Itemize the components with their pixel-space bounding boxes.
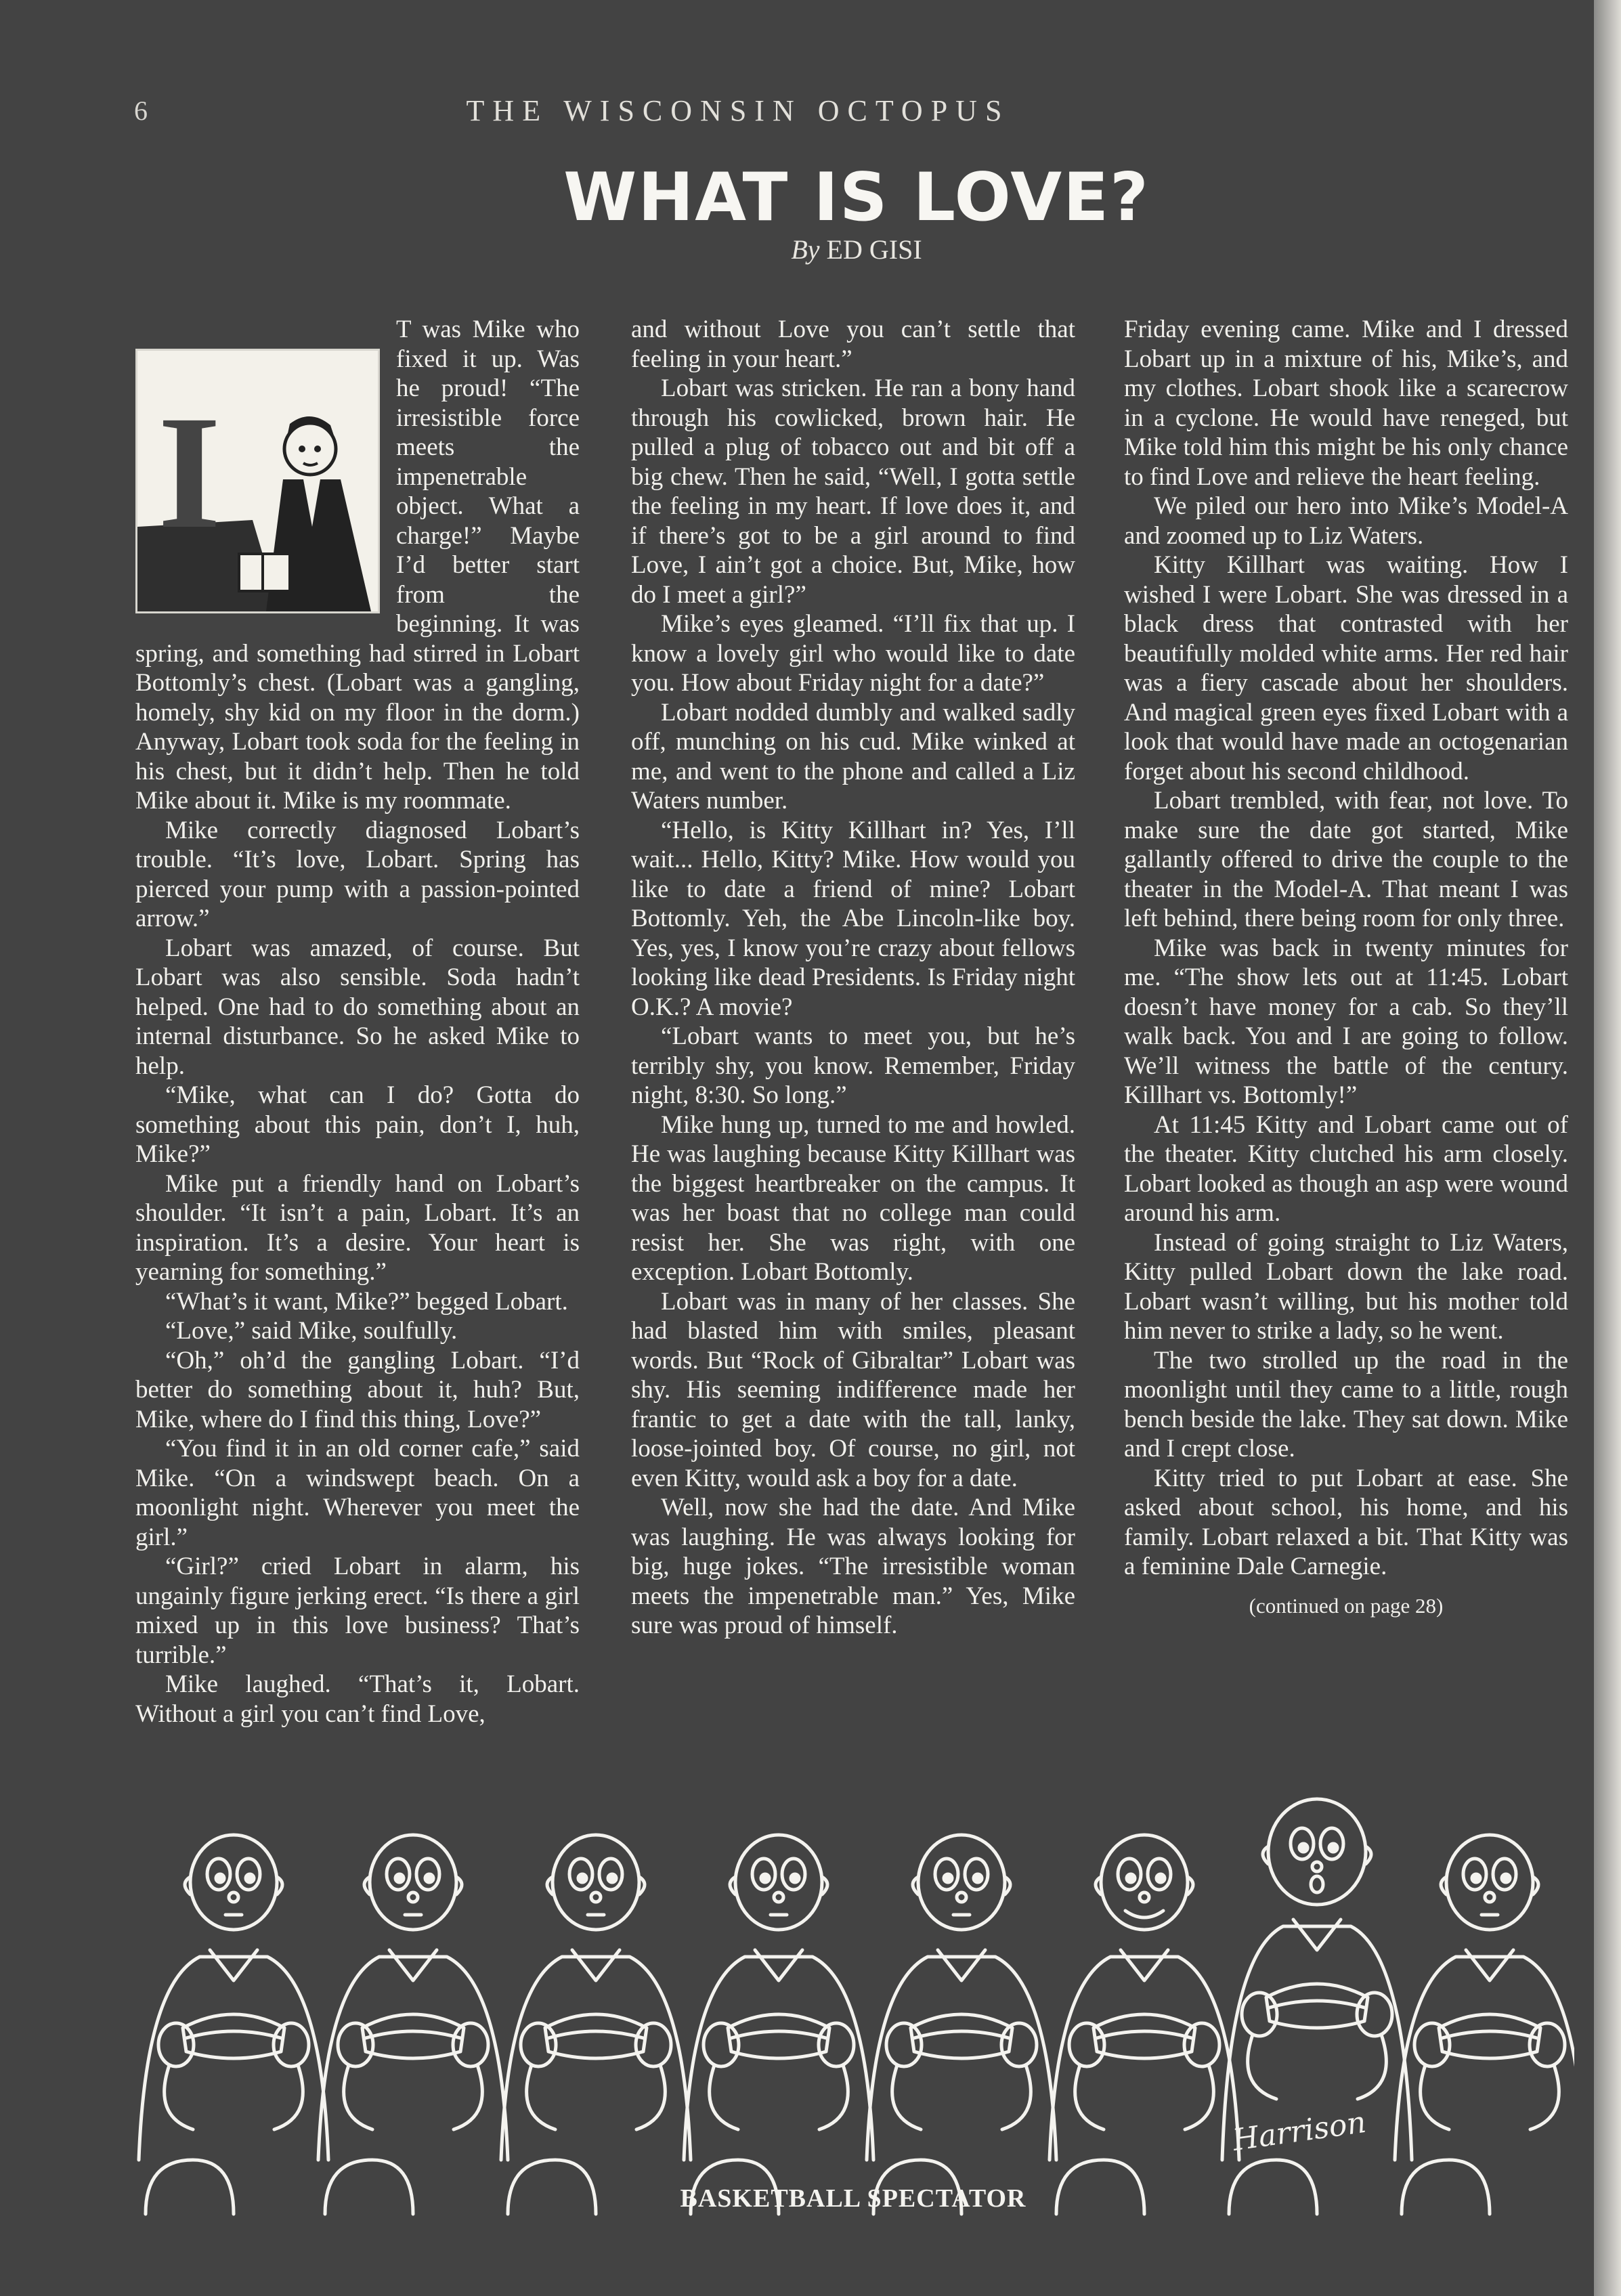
paragraph: Well, now she had the date. And Mike was laughing. He was always looking for big, huge jokes. “The irresistible woman meets the impenetrable man.” Yes, Mike sure was proud of himself. [631,1494,1075,1639]
paragraph: Mike correctly diagnosed Lobart’s trouble. “It’s love, Lobart. Spring has pierced your pump with a passion-pointed arrow.” [135,816,580,932]
page-edge [1594,0,1621,2296]
paragraph: Mike laughed. “That’s it, Lobart. Without a girl you can’t find Love, [135,1670,580,1728]
paragraph: Lobart was amazed, of course. But Lobart was also sensible. Soda hadn’t helped. One had to do something about an internal disturbance. So he asked Mike to help. [135,934,580,1080]
spectator-figure [684,1835,873,2214]
paragraph: Friday evening came. Mike and I dressed Lobart up in a mixture of his, Mike’s, and my clothes. Lobart shook like a scarecrow in a cyclone. He would have reneged, but Mike told him this might be his only chance to find Love and relieve the heart feeling. [1124,316,1568,491]
paragraph: “Girl?” cried Lobart in alarm, his ungainly figure jerking erect. “Is there a girl mixed up in this love business? That’s turrible.” [135,1553,580,1669]
spectator-figure [139,1835,328,2214]
paragraph: Mike put a friendly hand on Lobart’s shoulder. “It isn’t a pain, Lobart. It’s an inspiration. It’s a desire. Your heart is yearning for something.” [135,1169,580,1286]
magazine-name: THE WISCONSIN OCTOPUS [466,94,1010,127]
paragraph: Lobart trembled, with fear, not love. To make sure the date got started, Mike gallantly offered to drive the couple to the theater in the Model-A. That meant I was left behind, there being room for only three. [1124,787,1568,932]
paragraph: “Oh,” oh’d the gangling Lobart. “I’d better do something about it, huh? But, Mike, where do I find this thing, Love?” [135,1346,580,1433]
spectator-figure [501,1835,691,2214]
byline [298,234,1415,265]
drop-cap-illustration [135,349,380,613]
page-number: 6 [134,95,148,126]
continued-note: (continued on page 28) [1249,1593,1444,1618]
paragraph: “Hello, is Kitty Killhart in? Yes, I’ll wait... Hello, Kitty? Mike. How would you like to date a friend of mine? Lobart Bottomly. Yeh, the Abe Lincoln-like boy. Yes, yes, I know you’re crazy about fellows looking like dead Presidents. Is Friday night O.K.? A movie? [631,816,1075,1021]
paragraph: Kitty Killhart was waiting. How I wished I were Lobart. She was dressed in a black dress that contrasted with her beautifully molded white arms. Her red hair was a fiery cascade about her shoulders. And magical green eyes fixed Lobart with a look that would have made an octogenarian forget about his second childhood. [1124,551,1568,785]
paragraph: Kitty tried to put Lobart at ease. She asked about school, his home, and his family. Lobart relaxed a bit. That Kitty was a feminine Dale Carnegie. [1124,1464,1568,1580]
paragraph: Mike was back in twenty minutes for me. “The show lets out at 11:45. Lobart doesn’t have money for a cab. So they’ll walk back. You and I are going to follow. We’ll witness the battle of the century. Killhart vs. Bottomly!” [1124,934,1568,1109]
article-column-1 [135,315,580,1818]
svg-text:I: I [158,382,221,562]
spectator-figure [318,1835,508,2214]
paragraph: “Mike, what can I do? Gotta do something about this pain, don’t I, huh, Mike?” [135,1081,580,1168]
illustration-caption: BASKETBALL SPECTATOR [680,2184,1026,2213]
paragraph: At 11:45 Kitty and Lobart came out of the theater. Kitty clutched his arm closely. Lobart looked as though an asp were wound around his arm. [1124,1110,1568,1227]
paragraph: Lobart nodded dumbly and walked sadly off, munching on his cud. Mike winked at me, and went to the phone and called a Liz Waters number. [631,698,1075,815]
paragraph: “You find it in an old corner cafe,” said Mike. “On a windswept beach. On a moonlight night. Wherever you meet the girl.” [135,1435,580,1551]
byline-prefix: By [791,234,820,265]
paragraph: Mike hung up, turned to me and howled. He was laughing because Kitty Killhart was the biggest heartbreaker on the campus. It was her boast that no college man could resist her. She was right, with one exception. Lobart Bottomly. [631,1110,1075,1286]
paragraph: We piled our hero into Mike’s Model-A and zoomed up to Liz Waters. [1124,492,1568,550]
paragraph: The two strolled up the road in the moonlight until they came to a little, rough bench beside the lake. They sat down. Mike and I crept close. [1124,1346,1568,1463]
paragraph: Lobart was in many of her classes. She had blasted him with smiles, pleasant words. But “Rock of Gibraltar” Lobart was shy. His seeming indifference made her frantic to get a date with the tall, lanky, loose-jointed boy. Of course, no girl, not even Kitty, would ask a boy for a date. [631,1287,1075,1492]
byline-author: ED GISI [826,234,922,265]
article-column-3 [1124,315,1568,1777]
paragraph: “What’s it want, Mike?” begged Lobart. [165,1287,568,1316]
spectators-illustration [135,1781,1574,2221]
paragraph: T was Mike who fixed it up. Was he proud! “The irresistible force meets the impenetrable object. What a charge!” Maybe I’d better start from the beginning. It was spring, and something had stirred in Lobart Bottomly’s chest. (Lobart was a gangling, homely, shy kid on my floor in the dorm.) Anyway, Lobart took soda for the feeling in his chest, but it didn’t help. Then he told Mike about it. Mike is my roommate. [135,316,580,815]
paragraph: Instead of going straight to Liz Waters, Kitty pulled Lobart down the lake road. Lobart wasn’t willing, but his mother told him never to strike a lady, so he went. [1124,1228,1568,1345]
paragraph: Lobart was stricken. He ran a bony hand through his cowlicked, brown hair. He pulled a plug of tobacco out and bit off a big chew. Then he said, “Well, I gotta settle the feeling in my heart. If love does it, and if there’s got to be a girl around to find Love, I ain’t got a choice. But, Mike, how do I meet a girl?” [631,374,1075,609]
paragraph: “Lobart wants to meet you, but he’s terribly shy, you know. Remember, Friday night, 8:30. So long.” [631,1022,1075,1109]
spectator-figure [867,1835,1056,2214]
article-column-2 [631,315,1075,1818]
paragraph: “Love,” said Mike, soulfully. [165,1317,458,1345]
artist-signature: Harrison [1230,2104,1368,2158]
spectator-figure [1395,1835,1574,2214]
paragraph: Mike’s eyes gleamed. “I’ll fix that up. I know a lovely girl who would like to date you. How about Friday night for a date?” [631,610,1075,697]
article-title: WHAT IS LOVE? [563,159,1150,236]
spectator-figure [1050,1835,1239,2214]
paragraph: and without Love you can’t settle that feeling in your heart.” [631,316,1075,373]
